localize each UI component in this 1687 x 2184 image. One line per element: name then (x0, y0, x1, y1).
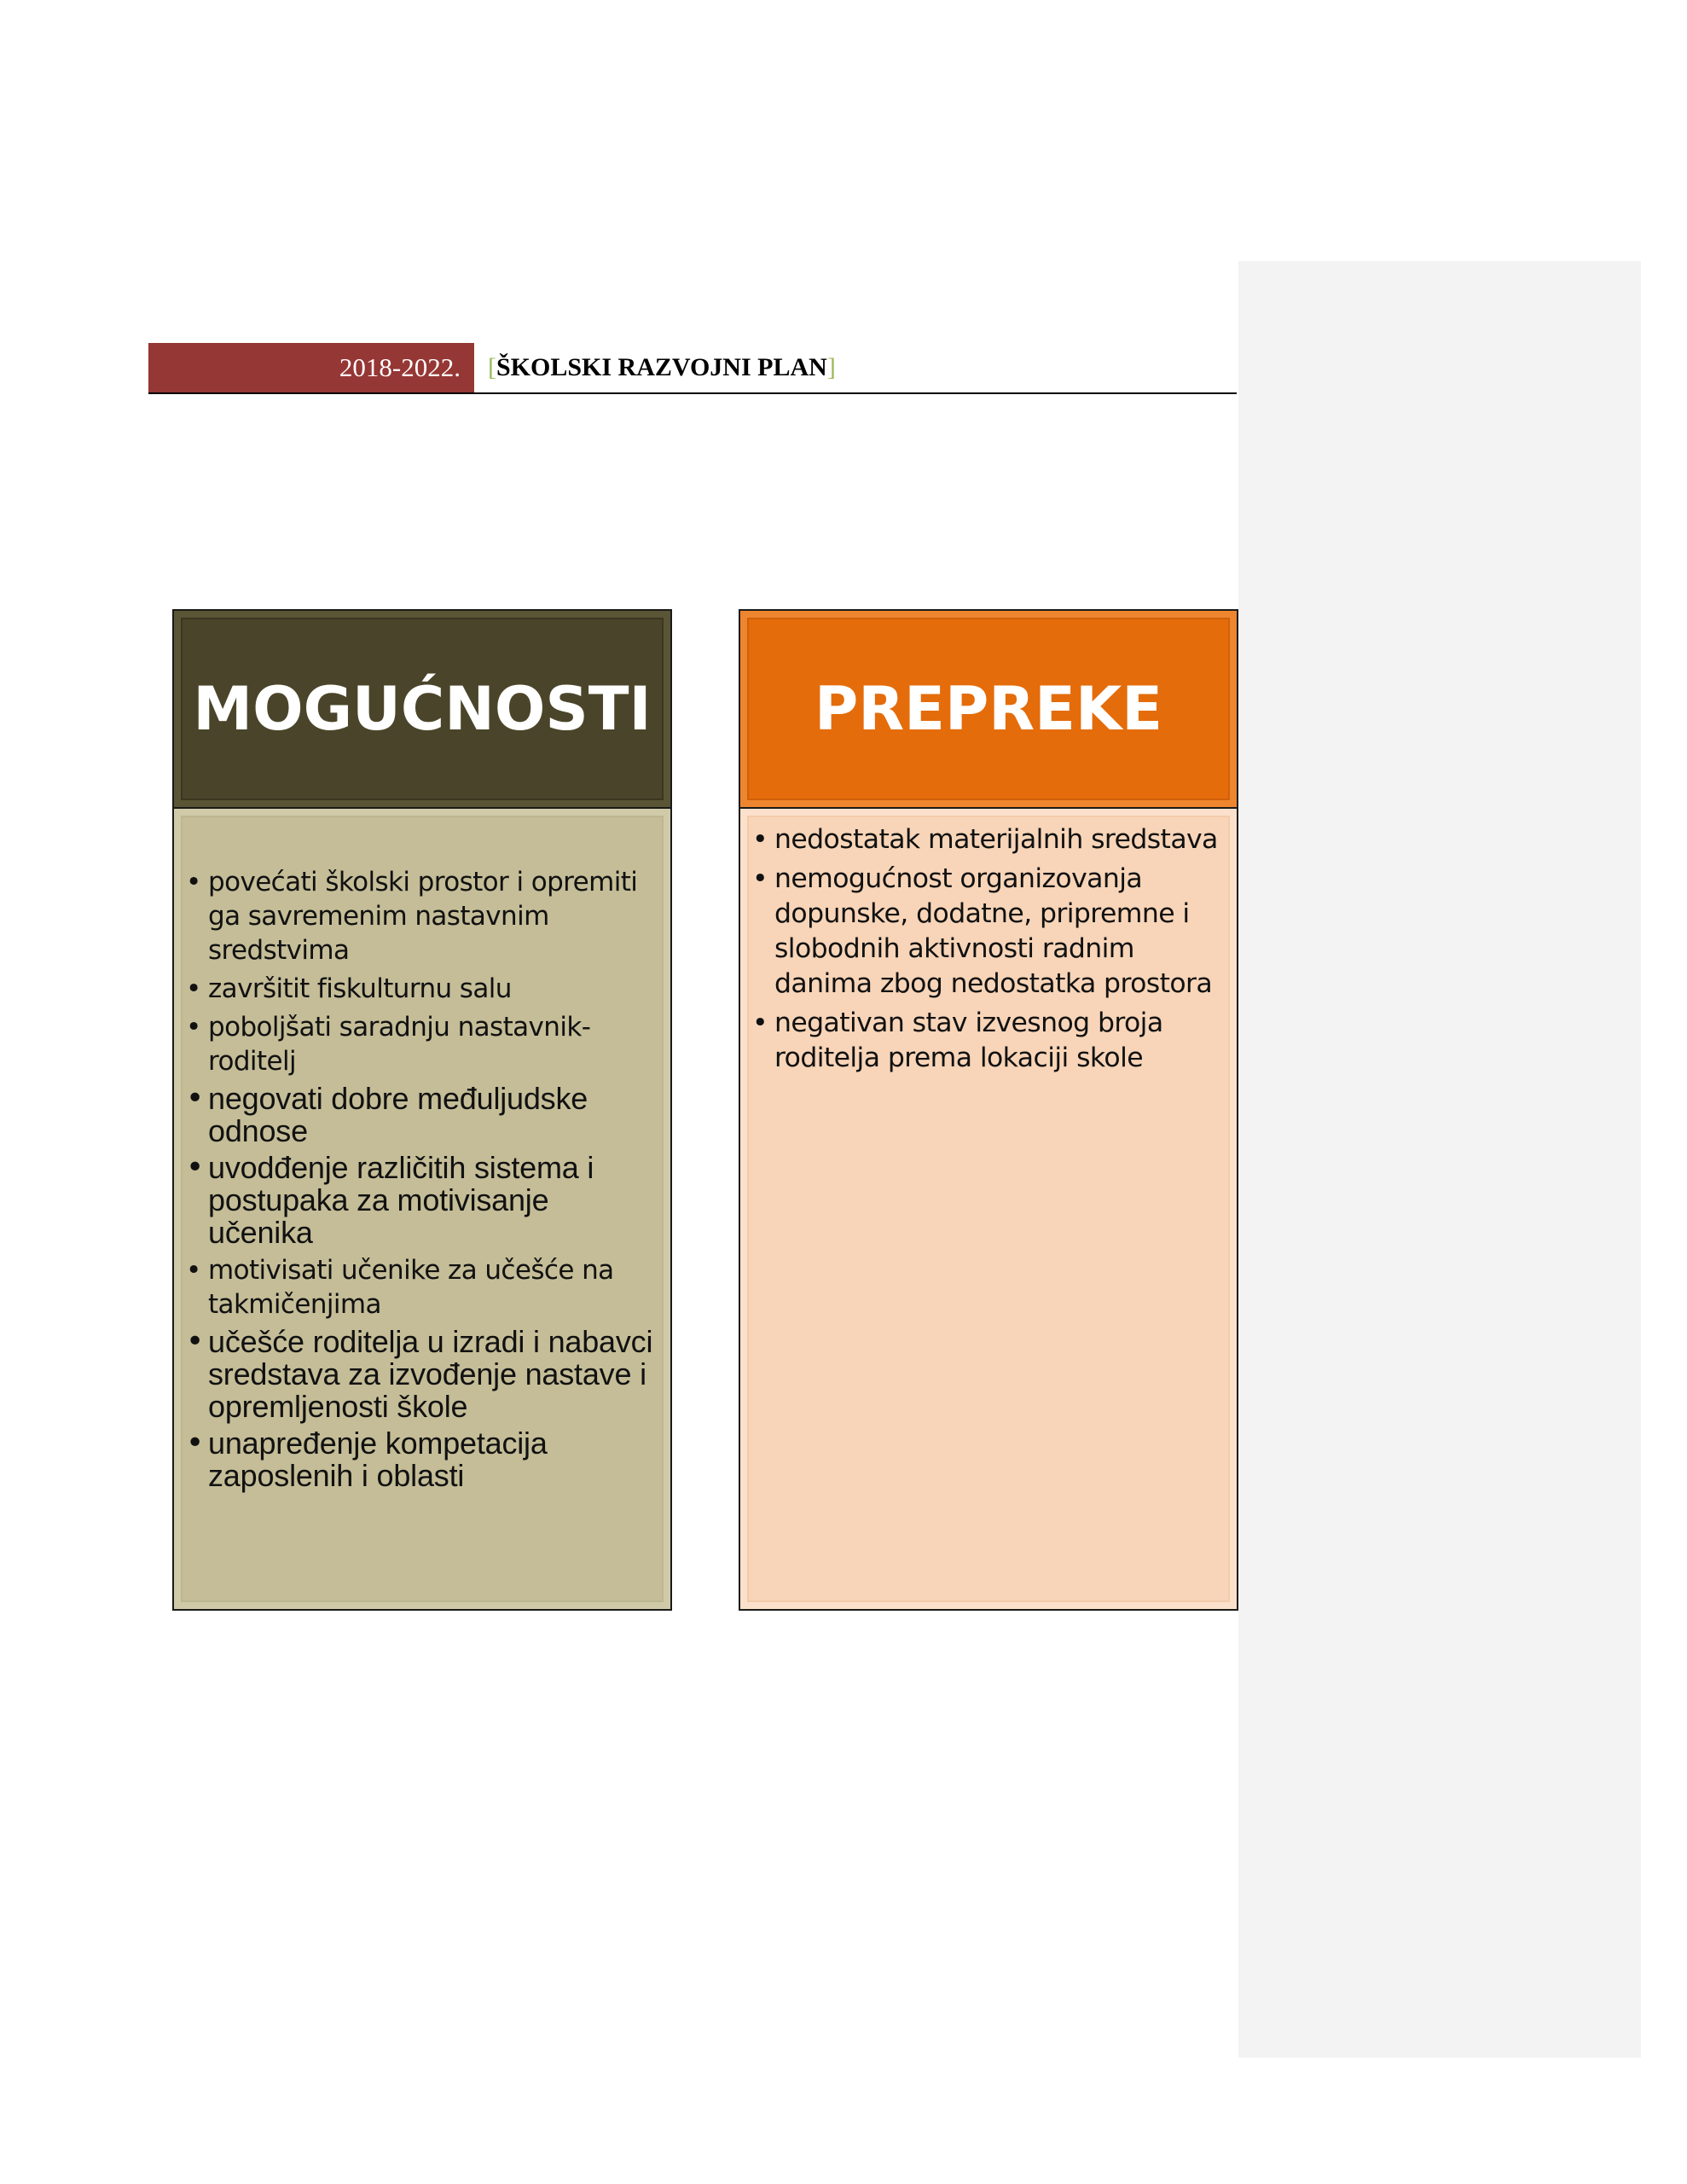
list-item: • povećati školski prostor i opremiti ga savremenim nastavnim sredstvima (186, 865, 660, 967)
list-item: • poboljšati saradnju nastavnik-roditelj (186, 1010, 660, 1078)
header-title-text: ŠKOLSKI RAZVOJNI PLAN (496, 353, 827, 381)
list-item: • učešće roditelja u izradi i nabavci sredstava za izvođenje nastave i opremljenosti škole (186, 1326, 660, 1423)
header-years: 2018-2022. (148, 343, 474, 392)
header-rule (148, 392, 1237, 394)
card-mogucnosti (172, 609, 672, 1611)
list-item: • nedostatak materijalnih sredstava (752, 822, 1226, 857)
list-item: • uvodđenje različitih sistema i postupaka za motivisanje učenika (186, 1152, 660, 1249)
header-title (488, 343, 836, 392)
card-prepreke (739, 609, 1238, 1611)
list-item: • motivisati učenike za učešće na takmičenjima (186, 1253, 660, 1321)
header-bracket-open: [ (488, 353, 496, 381)
card-mogucnosti-body (174, 809, 670, 1609)
page-header (148, 343, 1237, 394)
card-prepreke-title: PREPREKE (740, 611, 1237, 809)
card-mogucnosti-title: MOGUĆNOSTI (174, 611, 670, 809)
prepreke-list (752, 822, 1226, 1080)
card-prepreke-body (740, 809, 1237, 1609)
list-item: • nemogućnost organizovanja dopunske, dodatne, pripremne i slobodnih aktivnosti radnim danima zbog nedostatka prostora (752, 862, 1226, 1002)
list-item: • unapređenje kompetacija zaposlenih i oblasti (186, 1427, 660, 1492)
list-item: • negativan stav izvesnog broja roditelja prema lokaciji skole (752, 1006, 1226, 1076)
mogucnosti-list (186, 865, 660, 1496)
list-item: • negovati dobre međuljudske odnose (186, 1083, 660, 1147)
list-item: • završitit fiskulturnu salu (186, 972, 660, 1006)
comment-margin-panel (1238, 261, 1641, 2058)
header-bracket-close: ] (826, 353, 836, 381)
